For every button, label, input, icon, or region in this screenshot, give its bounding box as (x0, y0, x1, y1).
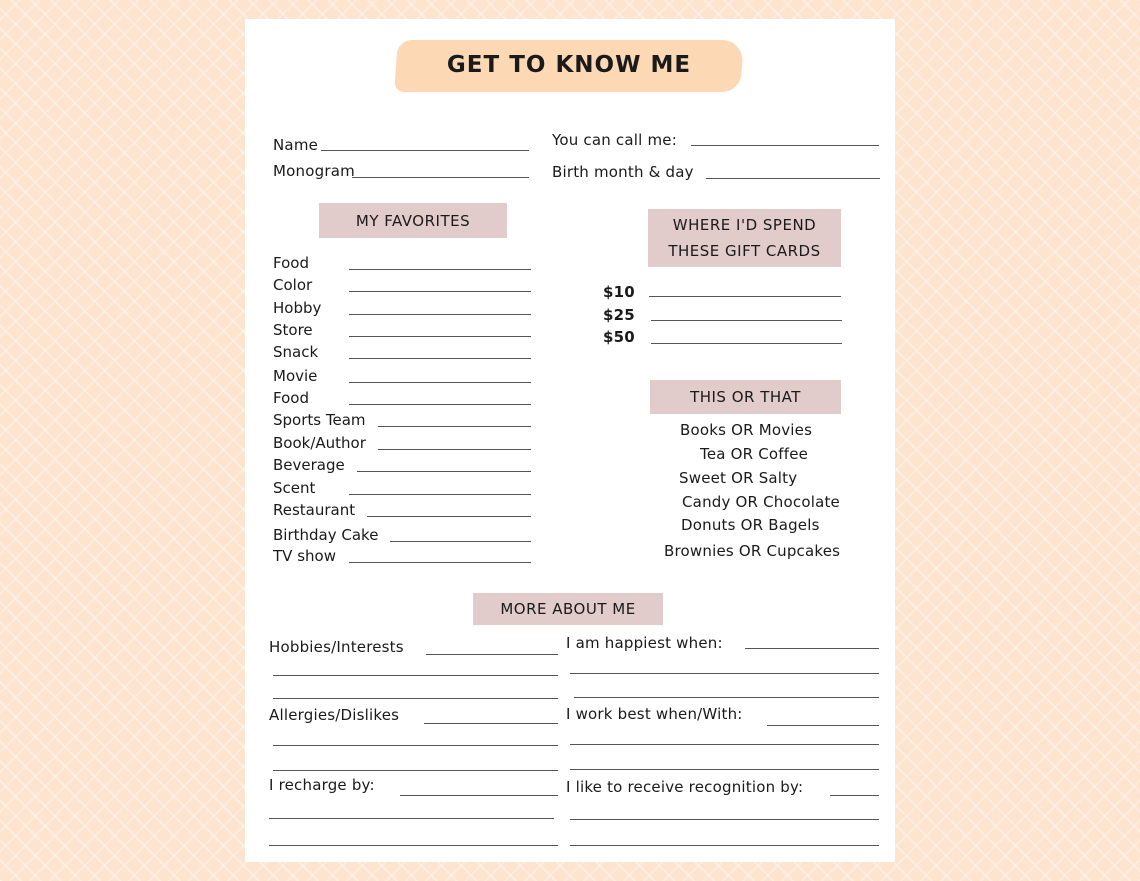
gift-cards-header-line: WHERE I'D SPEND (672, 216, 817, 234)
recharge-field[interactable] (269, 818, 554, 819)
birth-field[interactable] (706, 178, 880, 179)
favorite-field[interactable] (378, 426, 532, 427)
favorite-row[interactable] (273, 274, 531, 296)
gift-field[interactable] (651, 343, 842, 344)
work-best-field[interactable] (570, 769, 879, 770)
favorites-header-text: MY FAVORITES (355, 211, 471, 230)
work-best-field[interactable] (570, 744, 879, 745)
recharge-field[interactable] (400, 795, 558, 796)
favorite-row[interactable] (273, 297, 531, 319)
favorite-label: Food (273, 254, 309, 272)
this-or-that-item[interactable]: Donuts OR Bagels (681, 516, 820, 534)
hobbies-field[interactable] (273, 698, 558, 699)
favorite-label: Snack (273, 343, 319, 361)
favorite-field[interactable] (390, 541, 531, 542)
page-title: GET TO KNOW ME (446, 52, 692, 78)
recognition-field[interactable] (830, 795, 879, 796)
favorite-row[interactable] (273, 365, 531, 387)
favorite-label: Hobby (273, 299, 322, 317)
favorite-field[interactable] (349, 562, 531, 563)
this-or-that-header (650, 380, 841, 414)
favorite-field[interactable] (378, 449, 531, 450)
allergies-label: Allergies/Dislikes (269, 706, 400, 724)
recognition-field[interactable] (570, 845, 879, 846)
hobbies-field[interactable] (273, 675, 558, 676)
favorite-label: Movie (273, 367, 318, 385)
favorite-field[interactable] (349, 404, 531, 405)
favorite-label: Sports Team (273, 411, 366, 429)
recognition-field[interactable] (570, 819, 879, 820)
favorite-field[interactable] (349, 269, 531, 270)
favorite-label: Restaurant (273, 501, 356, 519)
favorite-field[interactable] (349, 291, 531, 292)
birth-label: Birth month & day (552, 163, 694, 181)
this-or-that-item[interactable]: Sweet OR Salty (679, 469, 798, 487)
hobbies-field[interactable] (426, 654, 558, 655)
call-me-label: You can call me: (552, 131, 677, 149)
favorite-row[interactable] (273, 409, 531, 431)
recharge-field[interactable] (269, 845, 558, 846)
favorite-row[interactable] (273, 499, 531, 521)
this-or-that-header-text: THIS OR THAT (690, 388, 801, 406)
work-best-field[interactable] (767, 725, 879, 726)
gift-cards-header-line: THESE GIFT CARDS (668, 242, 821, 260)
monogram-field[interactable] (352, 177, 529, 178)
favorite-field[interactable] (349, 314, 531, 315)
favorite-label: Color (273, 276, 313, 294)
favorite-label: Scent (273, 479, 316, 497)
hobbies-label: Hobbies/Interests (269, 638, 404, 656)
favorite-label: Birthday Cake (273, 526, 379, 544)
favorites-header (319, 203, 507, 238)
favorite-row[interactable] (273, 524, 531, 546)
gift-amount: $25 (603, 306, 635, 324)
monogram-label: Monogram (273, 162, 355, 180)
favorite-row[interactable] (273, 545, 531, 567)
more-about-me-header (473, 593, 663, 625)
work-best-label: I work best when/With: (566, 705, 743, 723)
favorite-row[interactable] (273, 432, 531, 454)
favorite-field[interactable] (357, 471, 531, 472)
favorite-field[interactable] (349, 336, 531, 337)
call-me-field[interactable] (691, 145, 879, 146)
favorite-row[interactable] (273, 454, 531, 476)
happiest-field[interactable] (570, 673, 879, 674)
this-or-that-item[interactable]: Tea OR Coffee (700, 445, 809, 463)
favorite-label: TV show (273, 547, 336, 565)
gift-amount: $50 (603, 328, 635, 346)
favorite-row[interactable] (273, 341, 531, 363)
this-or-that-item[interactable]: Books OR Movies (680, 421, 813, 439)
favorite-row[interactable] (273, 387, 531, 409)
favorite-row[interactable] (273, 477, 531, 499)
favorite-label: Store (273, 321, 313, 339)
gift-amount: $10 (603, 283, 635, 301)
happiest-field[interactable] (745, 648, 879, 649)
favorite-field[interactable] (367, 516, 531, 517)
more-about-me-header-text: MORE ABOUT ME (500, 600, 636, 618)
this-or-that-item[interactable]: Candy OR Chocolate (682, 493, 840, 511)
name-field[interactable] (321, 150, 529, 151)
favorite-field[interactable] (349, 494, 531, 495)
recharge-label: I recharge by: (269, 776, 375, 794)
favorite-row[interactable] (273, 319, 531, 341)
allergies-field[interactable] (273, 770, 558, 771)
allergies-field[interactable] (273, 745, 558, 746)
favorite-label: Beverage (273, 456, 345, 474)
happiest-label: I am happiest when: (566, 634, 723, 652)
favorite-field[interactable] (349, 358, 531, 359)
happiest-field[interactable] (574, 697, 879, 698)
gift-cards-header (648, 209, 841, 267)
allergies-field[interactable] (424, 723, 558, 724)
name-label: Name (273, 136, 319, 154)
favorite-label: Book/Author (273, 434, 366, 452)
recognition-label: I like to receive recognition by: (566, 778, 804, 796)
gift-field[interactable] (651, 320, 842, 321)
this-or-that-item[interactable]: Brownies OR Cupcakes (664, 542, 841, 560)
favorite-row[interactable] (273, 252, 531, 274)
favorite-label: Food (273, 389, 309, 407)
favorite-field[interactable] (349, 382, 531, 383)
gift-field[interactable] (649, 296, 841, 297)
